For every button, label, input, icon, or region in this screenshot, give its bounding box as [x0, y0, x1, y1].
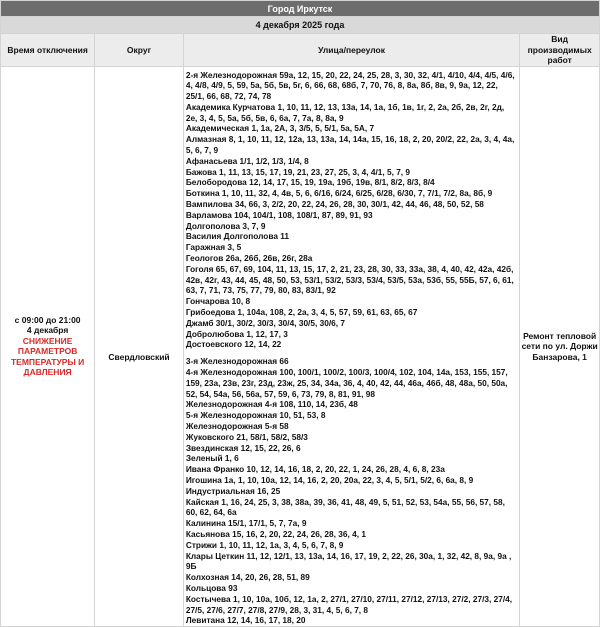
notice-text: СНИЖЕНИЕ ПАРАМЕТРОВ ТЕМПЕРАТУРЫ И ДАВЛЕНИЯ	[10, 335, 85, 378]
table-row	[1, 66, 600, 627]
street-group	[186, 70, 516, 351]
street-entry: 2-я Железнодорожная 59а, 12, 15, 20, 22, 24, 25, 28, 3, 30, 32, 4/1, 4/10, 4/4, 4/5, 4/6, 4, 4/8, 4/9, 5, 59, 5а, 5б, 5в, 5г, 6, 66, 68, 68б, 7, 70, 76, 8, 8а, 8б, 8в, 9, 9а, 12, 22, 25/1, 66, 68, 72, 74, 78	[185, 69, 515, 102]
street-entry: Касьянова 15, 16, 2, 20, 22, 24, 26, 28, 36, 4, 1	[185, 528, 366, 539]
work-type-text: Ремонт тепловой сети по ул. Доржи Банзарова, 1	[521, 330, 598, 362]
column-header-work-type: Вид производимых работ	[520, 34, 600, 67]
street-entry: Геологов 26а, 26б, 26в, 26г, 28а	[185, 253, 313, 264]
street-entry: Вампилова 34, 66, 3, 2/2, 20, 22, 24, 26, 28, 30, 30/1, 42, 44, 46, 48, 50, 52, 58	[185, 199, 484, 210]
streets-cell	[183, 66, 520, 627]
column-header-street: Улица/переулок	[183, 34, 520, 67]
street-entry: Железнодорожная 5-я 58	[185, 421, 289, 431]
street-entry: Левитана 12, 14, 16, 17, 18, 20	[185, 615, 306, 626]
street-entry: Алмазная 8, 1, 10, 11, 12, 12а, 13, 13а, 14, 14а, 15, 16, 18, 2, 20, 20/2, 22, 2а, 3, 4, 4а, 5, 6, 7, 9	[185, 134, 515, 156]
street-entry: 5-я Железнодорожная 10, 51, 53, 8	[185, 410, 326, 421]
street-entry: Жуковского 21, 58/1, 58/2, 58/3	[185, 431, 308, 442]
street-entry: Индустриальная 16, 25	[185, 485, 281, 496]
street-entry: Гоголя 65, 67, 69, 104, 11, 13, 15, 17, 2, 21, 23, 28, 30, 33, 33а, 38, 4, 40, 42, 42а, 42б, 42в, 42г, 43, 44, 45, 48, 50, 53, 53/1, 53/2, 53/3, 53/4, 53/5, 53а, 53б, 55, 55Б, 57, 6, 61, 63, 7, 71, 73, 75, 77, 79, 80, 83, 83/1, 92	[185, 263, 514, 296]
street-entry: Афанасьева 1/1, 1/2, 1/3, 1/4, 8	[185, 155, 309, 166]
street-entry: Долгополова 3, 7, 9	[185, 220, 266, 231]
street-entry: Бажова 1, 11, 13, 15, 17, 19, 21, 23, 27, 25, 3, 4, 4/1, 5, 7, 9	[185, 166, 411, 177]
street-entry: Добролюбова 1, 12, 17, 3	[185, 328, 288, 339]
street-entry: Стрижи 1, 10, 11, 12, 1а, 3, 4, 5, 6, 7, 8, 9	[185, 539, 344, 550]
street-entry: Кайская 1, 16, 24, 25, 3, 38, 38а, 39, 36, 41, 48, 49, 5, 51, 52, 53, 54а, 55, 56, 57, 58, 60, 62, 64, 6а	[185, 496, 505, 518]
street-entry: Белобородова 12, 14, 17, 15, 19, 19а, 19б, 19в, 8/1, 8/2, 8/3, 8/4	[185, 177, 435, 188]
street-entry: Костычева 1, 10, 10а, 10б, 12, 1а, 2, 27/1, 27/10, 27/11, 27/12, 27/13, 27/2, 27/3, 27/4, 27/5, 27/6, 27/7, 27/8, 27/9, 28, 3, 31, 4, 5, 6, 7, 8	[185, 593, 513, 615]
street-entry: Калинина 15/1, 17/1, 5, 7, 7а, 9	[185, 518, 307, 529]
street-entry: Варламова 104, 104/1, 108, 108/1, 87, 89, 91, 93	[185, 209, 373, 220]
street-entry: Звездинская 12, 15, 22, 26, 6	[185, 442, 301, 453]
street-entry: Зеленый 1, 6	[185, 453, 239, 464]
city-title: Город Иркутск	[1, 1, 600, 17]
district-name: Свердловский	[108, 352, 170, 363]
time-date: 4 декабря	[26, 325, 69, 336]
street-entry: Клары Цеткин 11, 12, 12/1, 13, 13а, 14, 16, 17, 19, 2, 22, 26, 30а, 1, 32, 42, 8, 9а, 9а , 9Б	[185, 550, 512, 572]
street-entry: Колхозная 14, 20, 26, 28, 51, 89	[185, 572, 310, 583]
street-entry: Гончарова 10, 8	[185, 296, 251, 307]
street-entry: Кольцова 93	[185, 582, 238, 593]
street-entry: Грибоедова 1, 104а, 108, 2, 2а, 3, 4, 5, 57, 59, 61, 63, 65, 67	[185, 307, 418, 318]
street-entry: Боткина 1, 10, 11, 32, 4, 4в, 5, 6, 6/16, 6/24, 6/25, 6/28, 6/30, 7, 7/1, 7/2, 8а, 8б, 9	[185, 188, 493, 199]
street-entry: Василия Долгополова 11	[185, 231, 290, 242]
time-cell	[1, 66, 95, 627]
time-range: с 09:00 до 21:00	[14, 314, 81, 325]
street-entry: 4-я Железнодорожная 100, 100/1, 100/2, 100/3, 100/4, 102, 104, 14а, 153, 155, 157, 159, 23а, 23в, 23г, 23д, 23ж, 25, 34, 34а, 36, 4, 40, 42, 44, 46а, 46б, 48, 48а, 50, 50а, 52, 54, 54а, 56, 56а, 57, 59, 6, 73, 79, 8, 81, 91, 98	[185, 367, 508, 399]
street-entry: Достоевского 12, 14, 22	[185, 339, 282, 350]
street-group	[186, 356, 516, 626]
street-entry: Игошина 1а, 1, 10, 10а, 12, 14, 16, 2, 20, 20а, 22, 3, 4, 5, 5/1, 5/2, 6, 6а, 8, 9	[185, 474, 474, 485]
street-entry: Железнодорожная 4-я 108, 110, 14, 23б, 48	[185, 399, 358, 410]
work-type-cell	[520, 66, 600, 627]
street-entry: Академическая 1, 1а, 2А, 3, 3/5, 5, 5/1, 5а, 5А, 7	[185, 123, 375, 134]
column-header-district: Округ	[95, 34, 184, 67]
street-entry: 3-я Железнодорожная 66	[185, 356, 289, 367]
street-entry: Академика Курчатова 1, 10, 11, 12, 13, 13а, 14, 1а, 1б, 1в, 1г, 2, 2а, 2б, 2в, 2г, 2д, 2е, 3, 4, 5, 5а, 5б, 5в, 6, 6а, 7, 7а, 8, 8а, 9	[185, 101, 505, 123]
street-entry: Ивана Франко 10, 12, 14, 16, 18, 2, 20, 22, 1, 24, 26, 28, 4, 6, 8, 23а	[185, 464, 445, 475]
street-entry: Гаражная 3, 5	[185, 242, 242, 253]
district-cell	[95, 66, 184, 627]
date-title: 4 декабря 2025 года	[1, 17, 600, 34]
column-header-time: Время отключения	[1, 34, 95, 67]
street-entry: Джамб 30/1, 30/2, 30/3, 30/4, 30/5, 30/6, 7	[185, 317, 345, 328]
